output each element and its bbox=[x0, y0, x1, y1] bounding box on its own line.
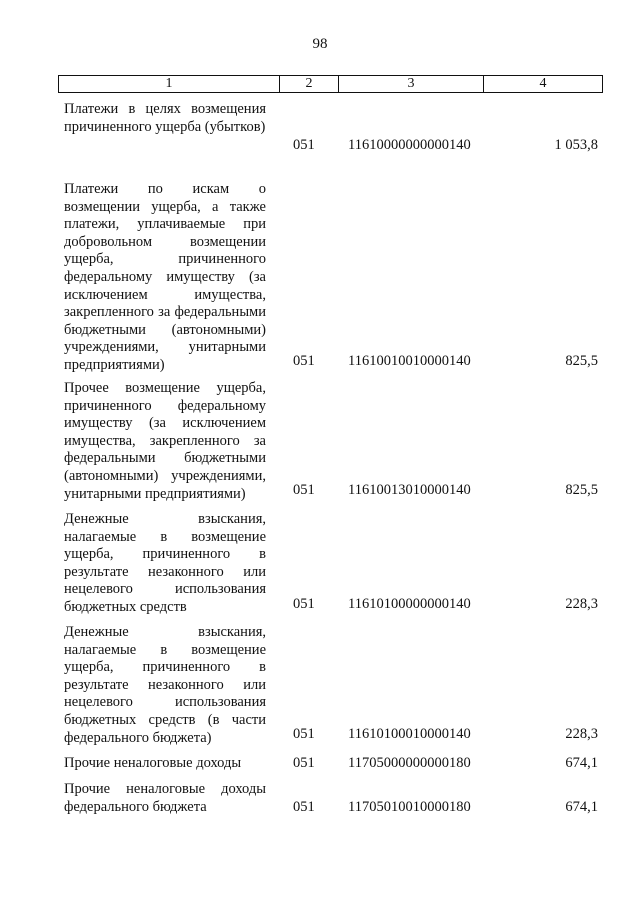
page-number: 98 bbox=[312, 36, 328, 52]
row-description: Прочие неналоговые доходы bbox=[64, 755, 242, 771]
row-description: Прочие неналоговые доходы федерального бюджета bbox=[64, 781, 266, 815]
row-amount: 1 053,8 bbox=[554, 137, 598, 154]
row-amount: 228,3 bbox=[565, 596, 598, 613]
row-code: 051 bbox=[293, 596, 315, 613]
row-description: Прочее возмещение ущерба, причиненного федеральному имуществу (за исключением имущества, закрепленного за федеральными бюджетными (автономными) учреждениями, унитарными предприятиями) bbox=[64, 380, 266, 502]
row-amount: 825,5 bbox=[565, 353, 598, 370]
row-kbk: 11610100000000140 bbox=[348, 596, 471, 613]
row-amount: 674,1 bbox=[565, 755, 598, 772]
row-description: Денежные взыскания, налагаемые в возмещение ущерба, причиненного в результате незаконного или нецелевого использования бюджетных средств (в части федерального бюджета) bbox=[64, 624, 266, 746]
row-description: Платежи по искам о возмещении ущерба, а также платежи, уплачиваемые при добровольном возмещении ущерба, причиненного федеральному имуществу (за исключением имущества, закрепленного за федеральными бюджетными (автономными) учреждениями, унитарными предприятиями) bbox=[64, 181, 266, 373]
row-code: 051 bbox=[293, 137, 315, 154]
column-header-row bbox=[59, 76, 603, 93]
row-code: 051 bbox=[293, 482, 315, 499]
row-code: 051 bbox=[293, 726, 315, 743]
table-row bbox=[0, 181, 640, 371]
table-row bbox=[0, 624, 640, 744]
row-kbk: 11705010010000180 bbox=[348, 799, 471, 816]
row-code: 051 bbox=[293, 353, 315, 370]
table-row bbox=[0, 781, 640, 817]
column-header-2: 2 bbox=[280, 76, 339, 93]
row-kbk: 11610000000000140 bbox=[348, 137, 471, 154]
column-header-4: 4 bbox=[484, 76, 603, 93]
row-description: Денежные взыскания, налагаемые в возмещение ущерба, причиненного в результате незаконного или нецелевого использования бюджетных средств bbox=[64, 511, 266, 615]
row-amount: 674,1 bbox=[565, 799, 598, 816]
row-kbk: 11610010010000140 bbox=[348, 353, 471, 370]
column-header-table bbox=[58, 75, 603, 93]
table-row bbox=[0, 380, 640, 500]
table-row bbox=[0, 101, 640, 155]
table-row bbox=[0, 755, 640, 773]
column-header-1: 1 bbox=[59, 76, 280, 93]
row-amount: 228,3 bbox=[565, 726, 598, 743]
row-kbk: 11705000000000180 bbox=[348, 755, 471, 772]
row-code: 051 bbox=[293, 799, 315, 816]
row-kbk: 11610013010000140 bbox=[348, 482, 471, 499]
row-description: Платежи в целях возмещения причиненного ущерба (убытков) bbox=[64, 101, 266, 135]
table-row bbox=[0, 511, 640, 614]
row-code: 051 bbox=[293, 755, 315, 772]
column-header-3: 3 bbox=[339, 76, 484, 93]
row-kbk: 11610100010000140 bbox=[348, 726, 471, 743]
row-amount: 825,5 bbox=[565, 482, 598, 499]
